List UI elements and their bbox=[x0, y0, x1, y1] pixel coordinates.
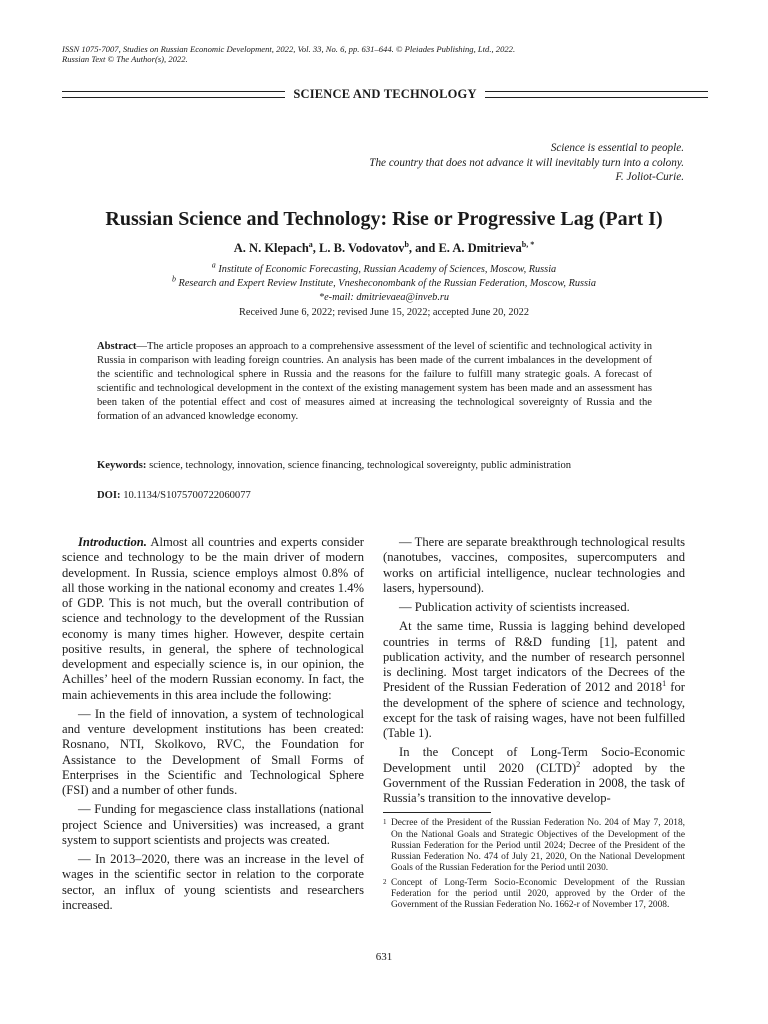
section-title: SCIENCE AND TECHNOLOGY bbox=[293, 86, 477, 101]
epigraph-line-2: The country that does not advance it will inevitably turn into a colony. bbox=[369, 156, 684, 169]
footnote-ref[interactable]: 2 bbox=[576, 759, 581, 769]
author-affil-mark: b bbox=[404, 239, 409, 249]
epigraph-attribution: F. Joliot-Curie. bbox=[615, 171, 684, 183]
footnote-number: 1 bbox=[383, 818, 387, 827]
corresponding-email[interactable]: *e-mail: dmitrievaea@inveb.ru bbox=[318, 292, 450, 304]
footnote bbox=[383, 818, 685, 874]
abstract-label: Abstract bbox=[97, 341, 137, 352]
paragraph: — Publication activity of scientists increased. bbox=[399, 600, 630, 614]
body-column-right bbox=[383, 535, 685, 915]
section-rule-left bbox=[62, 91, 285, 98]
affiliation-a-text: Institute of Economic Forecasting, Russian Academy of Sciences, Moscow, Russia bbox=[218, 264, 557, 275]
intro-label: Introduction. bbox=[78, 535, 147, 549]
doi bbox=[97, 490, 251, 501]
footnotes bbox=[383, 818, 685, 911]
received-dates: Received June 6, 2022; revised June 15, 2022; accepted June 20, 2022 bbox=[239, 306, 529, 318]
author-list bbox=[0, 241, 768, 256]
footnote-ref[interactable]: 1 bbox=[662, 679, 667, 689]
paragraph bbox=[383, 619, 685, 741]
affil-mark: a bbox=[211, 260, 216, 270]
author-separator: , bbox=[312, 241, 320, 255]
affiliation-b bbox=[0, 274, 768, 291]
footnote-number: 2 bbox=[383, 877, 387, 886]
footnote-text: Decree of the President of the Russian Federation No. 204 of May 7, 2018, On the National Goals and Strategic Objectives of the Development of the Russian Federation for the Period until 2024; Decree of the President of the Russian Federation No. 474 of July 21, 2020, On the National Development Goals of the Russian Federation for the Period until 2030. bbox=[391, 818, 685, 874]
affiliations bbox=[0, 260, 768, 320]
paragraph bbox=[62, 535, 364, 703]
page-number: 631 bbox=[375, 951, 393, 963]
section-header bbox=[62, 86, 708, 102]
paragraph-text: Almost all countries and experts consider science and technology to be the main driver of modern development. In Russia, science employs almost 0.8% of all those working in the national economy and creates 1.4% of GDP. This is not much, but the overall contribution of science and technology to the development of the Russian economy is many times higher. However, despite certain positive results, in general, the sphere of technological development and especially science is, in our opinion, the Achilles’ heel of the modern Russian economy. In fact, the main achievements in this area include the following: bbox=[62, 535, 364, 702]
keywords-text: science, technology, innovation, science financing, technological sovereignty, public administration bbox=[146, 460, 572, 471]
abstract bbox=[97, 340, 652, 425]
citation-line: ISSN 1075-7007, Studies on Russian Economic Development, 2022, Vol. 33, No. 6, pp. 631–644. © Pleiades Publishing, Ltd., 2022. bbox=[62, 44, 516, 54]
paragraph: — In the field of innovation, a system of technological and venture development institutions has been created: Rosnano, NTI, Skolkovo, RVC, the Foundation for Assistance to the Development of Small Forms of Enterprises in the Scientific and Technological Sphere (FSI) and a number of other funds. bbox=[62, 706, 364, 797]
doi-value[interactable]: 10.1134/S1075700722060077 bbox=[120, 490, 251, 501]
footnote-divider bbox=[383, 812, 491, 813]
epigraph-line-1: Science is essential to people. bbox=[550, 142, 684, 154]
author-separator: , and bbox=[408, 241, 439, 255]
author-name: L. B. Vodovatov bbox=[319, 241, 405, 255]
keywords-label: Keywords: bbox=[97, 460, 147, 471]
section-rule-right bbox=[485, 91, 708, 98]
paragraph-text: adopted by the Government of the Russian Federation in 2008, the task of Russia’s transition to the innovative develop- bbox=[383, 760, 686, 805]
keywords bbox=[97, 459, 652, 473]
epigraph bbox=[369, 141, 684, 185]
author-affil-mark: a bbox=[308, 239, 313, 249]
footnote bbox=[383, 878, 685, 912]
footnote-text: Concept of Long-Term Socio-Economic Development of the Russian Federation for the period until 2020, approved by the Order of the Government of the Russian Federation No. 1662-r of November 17, 2008. bbox=[391, 877, 685, 911]
body-column-left bbox=[62, 535, 364, 917]
author-name: A. N. Klepach bbox=[233, 241, 309, 255]
author-affil-mark: b, * bbox=[521, 239, 535, 249]
paragraph-text: At the same time, Russia is lagging behind developed countries in terms of R&D funding [1], patent and publication activity, and the number of research personnel is declining. Most target indicators of the Decrees of the President of the Russian Federation of 2012 and 2018 bbox=[383, 619, 685, 695]
paragraph-text: In the Concept of Long-Term Socio-Economic Development until 2020 (CLTD) bbox=[383, 745, 685, 775]
affiliation-b-text: Research and Expert Review Institute, Vnesheconombank of the Russian Federation, Moscow, Russia bbox=[178, 278, 597, 290]
paragraph bbox=[383, 745, 685, 806]
paragraph: — There are separate breakthrough technological results (nanotubes, vaccines, composites, supercomputers and works on artificial intelligence, nuclear technologies and lasers, hypersound). bbox=[383, 535, 685, 595]
affil-mark: b bbox=[171, 274, 176, 284]
affiliation-a bbox=[0, 260, 768, 277]
paragraph-text: for the development of the sphere of science and technology, except for the task of raising wages, have not been fulfilled (Table 1). bbox=[383, 680, 685, 740]
paragraph: — Funding for megascience class installations (national project Science and Universities) was increased, a grant system to support scientists and projects was created. bbox=[62, 802, 364, 847]
article-title: Russian Science and Technology: Rise or Progressive Lag (Part I) bbox=[105, 208, 663, 230]
doi-label: DOI: bbox=[97, 490, 121, 501]
author-name: E. A. Dmitrieva bbox=[438, 241, 522, 255]
copyright-line: Russian Text © The Author(s), 2022. bbox=[62, 54, 188, 64]
paragraph: — In 2013–2020, there was an increase in the level of wages in the scientific sector in relation to the corporate sector, an influx of young scientists and researchers increased. bbox=[62, 852, 364, 912]
journal-header bbox=[62, 44, 515, 64]
abstract-text: —The article proposes an approach to a comprehensive assessment of the level of scientific and technological activity in Russia in comparison with leading foreign countries. An analysis has been made of the current imbalances in the development of the scientific and technological sphere in Russia and the reasons for the failure to fulfill many strategic goals. A forecast of scientific and technological development in the context of the existing management system has been made and an assessment has been taken of the potential effect and cost of measures aimed at increasing the technological sovereignty of Russia and the formation of an advanced knowledge economy. bbox=[97, 341, 652, 423]
